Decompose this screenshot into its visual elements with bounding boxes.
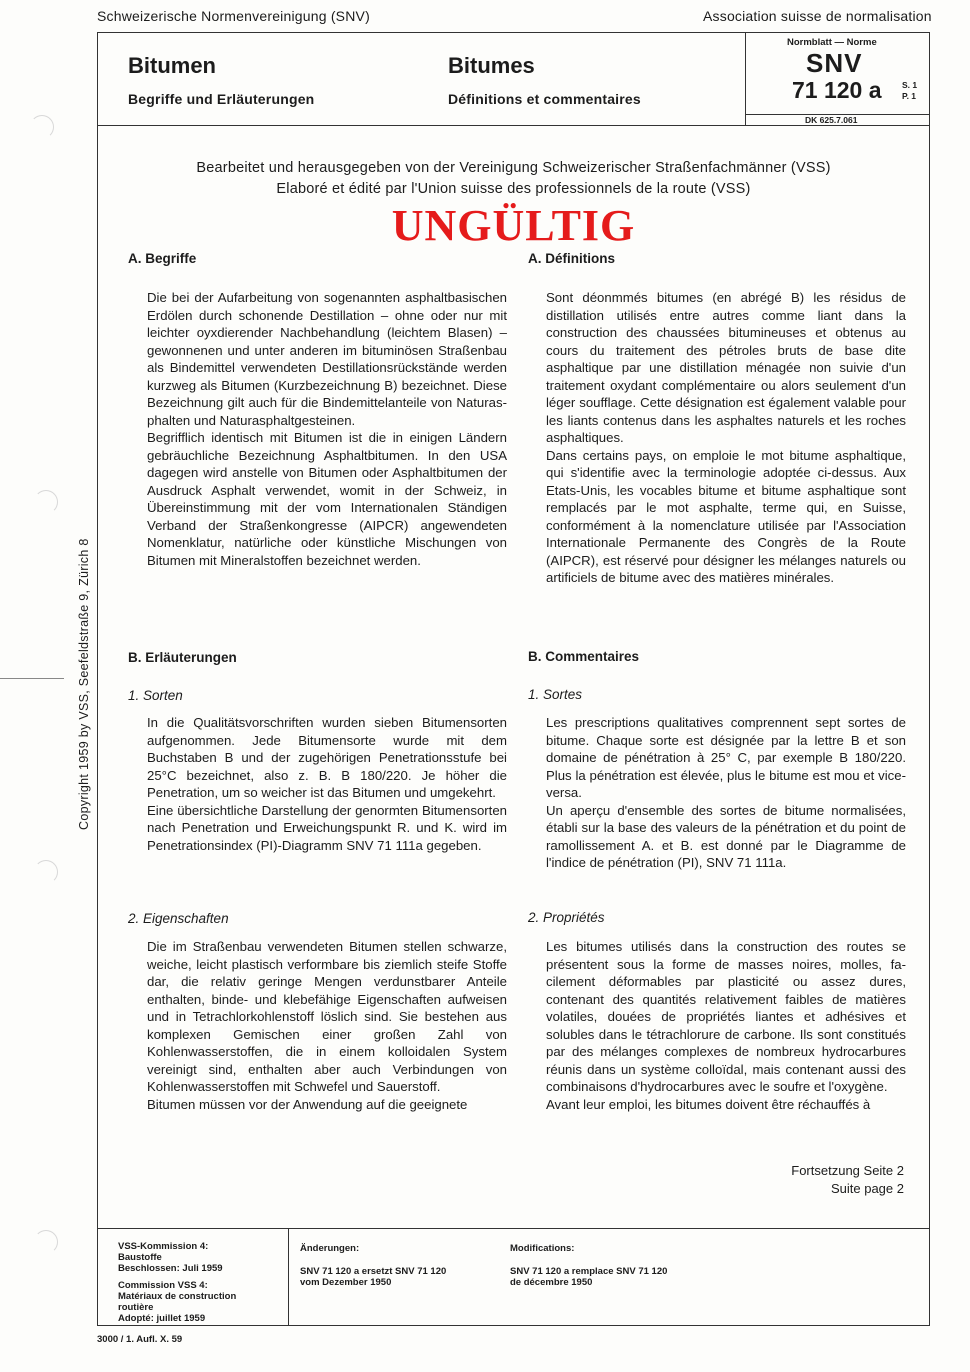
committee-topic-de: Baustoffe [118, 1252, 162, 1263]
subsection-2-text-fr [546, 938, 906, 1113]
changes-line-1-de: SNV 71 120 a ersetzt SNV 71 120 [300, 1266, 447, 1277]
subtitle-de: Begriffe und Erläuterungen [128, 91, 315, 107]
footer-divider [288, 1228, 289, 1326]
paragraph: Les bitumes utilisés dans la construction des routes se présentent sous la forme de masses noires, molles, facilement déformables par plasticité ou assez dures, contenant des quantités relativement faibles de matières volatiles, douées de propriétés liantes et adhésives et solubles dans le tétrachlorure de carbone. Ils sont constitués par des mélanges complexes de nombreux hydrocarbures réunis dans un système colloïdal, mais contenant aussi des combinaisons d'hydrocarbures avec le soufre et l'oxygène. [546, 939, 906, 1094]
subsection-2-heading-de: 2. Eigenschaften [128, 911, 229, 926]
paragraph: Eine übersichtliche Darstellung der genormten Bitumensorten nach Penetration und Erweichungspunkt R. und K. wird im Penetrationsindex (PI)-Diagramm SNV 71 111a gegeben. [147, 802, 507, 853]
scan-edge-line [0, 678, 64, 679]
section-b-heading-de: B. Erläuterungen [128, 650, 237, 665]
section-a-heading-fr: A. Définitions [528, 251, 615, 266]
print-run: 3000 / 1. Aufl. X. 59 [97, 1334, 183, 1345]
subsection-1-heading-de: 1. Sorten [128, 688, 183, 703]
paragraph: Les prescriptions qualitatives comprennent sept sortes de bitume. Chaque sorte est désignée par la lettre B et son domaine de pénétration à 25° C, par exemple B 180/220. Plus la pénétration est élevée, plus le bitume est mou et vice-versa. [546, 715, 906, 800]
title-de: Bitumen [128, 53, 216, 78]
norm-number: 71 120 a [792, 77, 882, 103]
committee-de: VSS-Kommission 4: [118, 1241, 209, 1252]
changes-line-2-fr: de décembre 1950 [510, 1277, 593, 1288]
section-a-text-fr [546, 289, 906, 587]
invalid-stamp: UNGÜLTIG [391, 201, 636, 250]
paragraph: Un aperçu d'ensemble des sortes de bitume normalisées, établi sur la base des valeurs de la pénétration et du point de ramollissement A. et B. est donné par le Diagramme de l'indice de pénétration (PI), SNV 71 111a. [546, 802, 906, 870]
paragraph: Dans certains pays, on emploie le mot bitume asphaltique, qui s'identifie avec la terminologie adoptée ci-dessus. Aux Etats-Unis, les vocables bitume et bitume asphaltique sont remplacés par le mot asphalte, terme qui, en Suisse, conformément à la nomenclature utilisée par l'Association Internationale Permanente des Congrès de la Route (AIPCR), est réservé pour désigner les mélanges naturels ou artificiels de bitume avec des matières minérales. [546, 447, 906, 585]
changes-line-1-fr: SNV 71 120 a remplace SNV 71 120 [510, 1266, 668, 1277]
paragraph: Die im Straßenbau verwendeten Bitumen stellen schwarze, weiche, leicht plastisch verformbare bis ziemlich steife Stoffe dar, die relativ geringe Mengen verdunstbarer Anteile enthalten, binde- und klebefähige Eigenschaften aufweisen und in Tetrachlorkohlenstoff löslich sind. Sie bestehen aus komplexen Gemischen einer großen Zahl von Kohlenwasserstoffen, die in einem kolloidalen System vereinigt sind, enthalten aber auch Verbindungen von Kohlenwasserstoffen mit Schwefel und Sauerstoff. [147, 939, 507, 1094]
org-name-fr: Association suisse de normalisation [703, 8, 932, 24]
section-b-heading-fr: B. Commentaires [528, 649, 640, 664]
dk-number: DK 625.7.061 [805, 115, 858, 125]
section-a-heading-de: A. Begriffe [128, 251, 197, 266]
subsection-2-heading-fr: 2. Propriétés [528, 910, 605, 925]
footer-changes-fr [510, 1243, 667, 1288]
subsection-1-text-de [147, 714, 507, 854]
continued-note [700, 1162, 904, 1197]
page-fr: P. 1 [902, 91, 917, 101]
punch-hole-mark [34, 490, 58, 514]
committee-topic-fr-2: routière [118, 1302, 154, 1313]
page-de: S. 1 [902, 80, 918, 90]
changes-line-2-de: vom Dezember 1950 [300, 1277, 392, 1288]
paragraph: Sont déonmmés bitumes (en abrégé B) les résidus de distillation utilisés entre autres comme liant dans la construction des chaussées bitumineuses et obtenus au cours du traitement des pétroles bruts de base dite asphaltique par une distillation ménagée non suivie d'un traitement oxydant complémentaire ou alors seulement d'un léger soufflage. Cette désignation est également valable pour les liants contenus dans les asphaltes naturels et les roches asphaltiques. [546, 290, 906, 445]
subtitle-fr: Définitions et commentaires [448, 91, 641, 107]
paragraph: Begrifflich identisch mit Bitumen ist die in einigen Ländern gebräuchliche Bezeichnung Asphaltbitumen. In den USA dagegen wird anstelle von Bitumen oder Asphaltbitumen der Ausdruck Asphalt verwendet, womit in der Schweiz, in Übereinstimmung mit der vom Internationalen Ständigen Verband der Straßenkongresse (AIPCR) angewendeten Nomenklatur, natürliche oder künstliche Mischungen von Bitumen mit Mineralstoffen bezeichnet werden. [147, 430, 507, 568]
paragraph: Avant leur emploi, les bitumes doivent être réchauffés à [546, 1096, 871, 1112]
copyright-vertical: Copyright 1959 by VSS, Seefeldstraße 9, Zürich 8 [77, 538, 91, 830]
subsection-1-text-fr [546, 714, 906, 872]
publisher-de: Bearbeitet und herausgegeben von der Vereinigung Schweizerischer Straßenfachmänner (VSS) [196, 160, 831, 176]
changes-heading-fr: Modifications: [510, 1243, 575, 1254]
continued-fr: Suite page 2 [830, 1180, 904, 1196]
footer-changes-de [300, 1243, 446, 1288]
adopted-fr: Adopté: juillet 1959 [118, 1313, 206, 1324]
paragraph: In die Qualitätsvorschriften wurden sieben Bitumensorten aufgenommen. Jede Bitumensorte wurde mit dem Buchstaben B und der zugehörigen Penetrationsstufe bei 25°C bezeichnet, also z. B. B 180/220. Je höher die Penetration, um so weicher ist das Bitumen und umgekehrt. [147, 715, 507, 800]
subsection-1-heading-fr: 1. Sortes [528, 687, 583, 702]
section-a-text-de [147, 289, 507, 569]
title-fr: Bitumes [448, 53, 535, 78]
paragraph: Bitumen müssen vor der Anwendung auf die geeignete [147, 1096, 468, 1112]
changes-heading-de: Änderungen: [300, 1243, 360, 1254]
punch-hole-mark [30, 115, 54, 139]
adopted-de: Beschlossen: Juli 1959 [118, 1263, 223, 1274]
committee-topic-fr: Matériaux de construction [118, 1291, 237, 1302]
snv-label: SNV [806, 48, 863, 78]
org-name-de: Schweizerische Normenvereinigung (SNV) [97, 8, 370, 24]
subsection-2-text-de [147, 938, 507, 1113]
punch-hole-mark [34, 1230, 58, 1254]
committee-fr: Commission VSS 4: [118, 1280, 208, 1291]
continued-de: Fortsetzung Seite 2 [791, 1163, 904, 1178]
punch-hole-mark [34, 860, 58, 884]
publisher-fr: Elaboré et édité par l'Union suisse des professionnels de la route (VSS) [276, 181, 751, 197]
normblatt-label: Normblatt — Norme [787, 37, 877, 48]
paragraph: Die bei der Aufarbeitung von sogenannten asphaltbasischen Erdölen durch schonende Destillation – ohne oder nur mit leichter oyxdierender Nachbehandlung (leichtem Blasen) – gewonnenen und unter anderen im bituminösen Straßenbau als Bindemittel verwendeten Destillationsrückstände werden kurzweg als Bitumen (Kurzbezeichnung B) bezeichnet. Diese Bezeichnung gilt auch für die Bindemittelanteile von Naturasphalten und Naturasphaltgesteinen. [147, 290, 507, 428]
footer-committee [118, 1241, 236, 1324]
